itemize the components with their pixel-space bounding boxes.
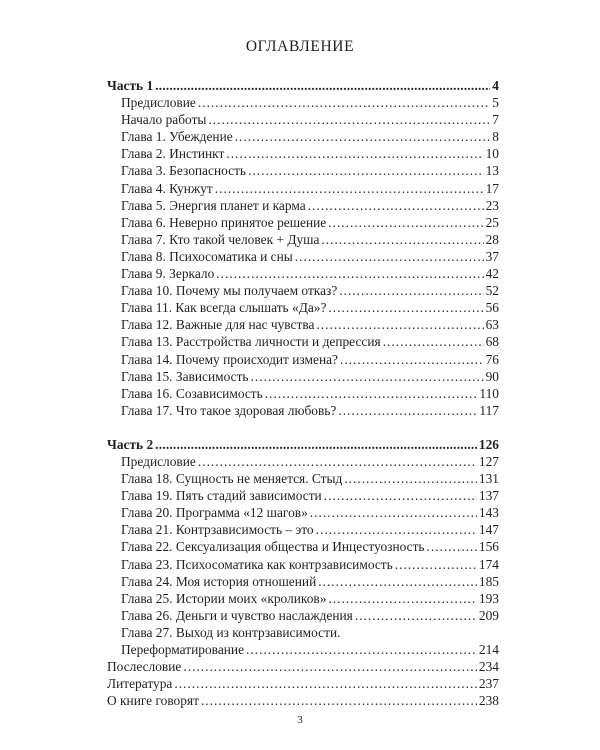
- toc-entry[interactable]: [107, 231, 499, 248]
- toc-entry[interactable]: [107, 504, 499, 521]
- toc-page-number: 7: [492, 112, 499, 128]
- toc-entry[interactable]: [107, 214, 499, 231]
- toc-page-number: 110: [479, 385, 499, 401]
- toc-entry[interactable]: [107, 521, 499, 538]
- toc-entry-label: Глава 7. Кто такой человек + Душа: [121, 231, 320, 247]
- dot-leader: [340, 351, 484, 368]
- part-2-entries: [107, 453, 499, 624]
- toc-entry-label: Глава 16. Созависимость: [121, 385, 263, 401]
- dot-leader: [328, 590, 476, 607]
- toc-page-number: 63: [485, 317, 499, 333]
- toc-entry: [107, 641, 499, 658]
- dot-leader: [324, 487, 477, 504]
- dot-leader: [183, 658, 477, 675]
- toc-entry-label: Глава 21. Контрзависимость – это: [121, 522, 314, 538]
- toc-page-number: 185: [478, 573, 499, 589]
- toc-entry-label: Глава 12. Важные для нас чувства: [121, 317, 315, 333]
- dot-leader: [310, 504, 477, 521]
- dot-leader: [251, 368, 484, 385]
- toc-page-number: 90: [485, 368, 499, 384]
- toc-entry-label: Начало работы: [121, 112, 207, 128]
- toc-page-number: 10: [485, 146, 499, 162]
- toc-page-number: 156: [478, 539, 499, 555]
- toc-entry-label: Глава 23. Психосоматика как контрзависимость: [121, 556, 393, 572]
- toc-entry[interactable]: [107, 162, 499, 179]
- toc-entry-chapter-27[interactable]: [107, 624, 499, 658]
- toc-page-number: 25: [485, 214, 499, 230]
- toc-page-number: 37: [485, 248, 499, 264]
- toc-entry-label: Глава 19. Пять стадий зависимости: [121, 488, 322, 504]
- dot-leader: [201, 692, 477, 709]
- toc-page-number: 234: [478, 659, 499, 675]
- dot-leader: [316, 316, 483, 333]
- toc-entry-label: Глава 1. Убеждение: [121, 129, 233, 145]
- toc-page-number: 52: [485, 283, 499, 299]
- toc-entry-label: Глава 5. Энергия планет и карма: [121, 197, 306, 213]
- toc-entry-label: Глава 15. Зависимость: [121, 368, 249, 384]
- toc-entry[interactable]: [107, 368, 499, 385]
- toc-page-number: 126: [478, 436, 499, 452]
- toc-entry[interactable]: [107, 538, 499, 555]
- dot-leader: [198, 94, 490, 111]
- toc-entry-label: Послесловие: [107, 659, 182, 675]
- toc-page-number: 76: [485, 351, 499, 367]
- toc-page-number: 193: [478, 590, 499, 606]
- toc-entry[interactable]: [107, 692, 499, 709]
- toc-entry[interactable]: [107, 590, 499, 607]
- dot-leader: [318, 573, 477, 590]
- toc-page-number: 68: [485, 334, 499, 350]
- toc-entry-label: Глава 10. Почему мы получаем отказ?: [121, 283, 338, 299]
- toc-page-number: 209: [478, 607, 499, 623]
- toc-part-2[interactable]: [107, 436, 499, 453]
- dot-leader: [295, 248, 484, 265]
- toc-entry[interactable]: [107, 402, 499, 419]
- toc-entry-label: Глава 20. Программа «12 шагов»: [121, 505, 308, 521]
- toc-entry-label-line1: Глава 27. Выход из контрзависимости.: [121, 624, 341, 640]
- toc-entry[interactable]: [107, 470, 499, 487]
- dot-leader: [216, 265, 483, 282]
- toc-page-number: 8: [492, 129, 499, 145]
- toc-entry[interactable]: [107, 487, 499, 504]
- dot-leader: [339, 282, 483, 299]
- dot-leader: [155, 77, 490, 94]
- toc-entry-label: Глава 6. Неверно принятое решение: [121, 214, 327, 230]
- dot-leader: [246, 641, 477, 658]
- toc-entry-label: Предисловие: [121, 453, 196, 469]
- dot-leader: [344, 470, 477, 487]
- toc-page-number: 117: [479, 402, 499, 418]
- dot-leader: [235, 128, 491, 145]
- toc-entry-label: Глава 22. Сексуализация общества и Инцестуозность: [121, 539, 425, 555]
- toc-part-1[interactable]: [107, 77, 499, 94]
- toc-page-number: 143: [478, 505, 499, 521]
- page-number: 3: [297, 714, 303, 726]
- toc-page-number: 238: [478, 693, 499, 709]
- toc-page-number: 13: [485, 163, 499, 179]
- toc-entry-label: Глава 2. Инстинкт: [121, 146, 225, 162]
- toc-entry[interactable]: [107, 316, 499, 333]
- dot-leader: [198, 453, 477, 470]
- dot-leader: [226, 145, 483, 162]
- toc-page-number: 137: [478, 488, 499, 504]
- dot-leader: [328, 299, 483, 316]
- toc-entry[interactable]: [107, 385, 499, 402]
- toc-entry[interactable]: [107, 248, 499, 265]
- toc-entry[interactable]: [107, 282, 499, 299]
- dot-leader: [248, 162, 484, 179]
- toc-entry-label: Глава 13. Расстройства личности и депрессия: [121, 334, 381, 350]
- toc-entry[interactable]: [107, 180, 499, 197]
- toc-page-number: 174: [478, 556, 499, 572]
- toc-entry[interactable]: [107, 453, 499, 470]
- toc-entry-label: Глава 9. Зеркало: [121, 266, 215, 282]
- toc-entry[interactable]: [107, 197, 499, 214]
- dot-leader: [427, 538, 477, 555]
- toc-part-label: Часть 2: [107, 436, 154, 452]
- table-of-contents: [107, 77, 499, 709]
- toc-page-number: 214: [478, 642, 499, 657]
- dot-leader: [308, 197, 484, 214]
- toc-entry-label: Глава 14. Почему происходит измена?: [121, 351, 338, 367]
- toc-entry[interactable]: [107, 265, 499, 282]
- toc-entry-label: Литература: [107, 676, 173, 692]
- toc-part-label: Часть 1: [107, 78, 154, 93]
- toc-page-number: 5: [492, 95, 499, 111]
- toc-entry[interactable]: [107, 94, 499, 111]
- toc-entry-label: Глава 18. Сущность не меняется. Стыд: [121, 471, 343, 487]
- toc-page-number: 131: [478, 471, 499, 487]
- dot-leader: [316, 521, 477, 538]
- toc-page-number: 23: [485, 197, 499, 213]
- toc-entry[interactable]: [107, 128, 499, 145]
- page-title: ОГЛАВЛЕНИЕ: [245, 38, 355, 55]
- dot-leader: [321, 231, 483, 248]
- toc-entry[interactable]: [107, 333, 499, 350]
- toc-entry[interactable]: [107, 299, 499, 316]
- closing-entries: [107, 658, 499, 709]
- part-1-entries: [107, 94, 499, 419]
- toc-entry-label: Глава 26. Деньги и чувство наслаждения: [121, 607, 353, 623]
- toc-entry[interactable]: [107, 556, 499, 573]
- toc-entry-label: Глава 11. Как всегда слышать «Да»?: [121, 300, 327, 316]
- toc-page-number: 4: [492, 78, 499, 93]
- toc-page-number: 147: [478, 522, 499, 538]
- toc-entry[interactable]: [107, 573, 499, 590]
- dot-leader: [215, 180, 484, 197]
- toc-page-number: 56: [485, 300, 499, 316]
- toc-entry[interactable]: [107, 607, 499, 624]
- toc-entry-label: Предисловие: [121, 95, 196, 111]
- toc-entry-label: Глава 4. Кунжут: [121, 180, 213, 196]
- toc-entry-label: Глава 3. Безопасность: [121, 163, 247, 179]
- dot-leader: [383, 333, 484, 350]
- toc-entry-label: Глава 17. Что такое здоровая любовь?: [121, 402, 337, 418]
- dot-leader: [208, 111, 490, 128]
- dot-leader: [338, 402, 477, 419]
- toc-entry[interactable]: [107, 351, 499, 368]
- toc-entry[interactable]: [107, 145, 499, 162]
- toc-page-number: 127: [478, 453, 499, 469]
- dot-leader: [174, 675, 477, 692]
- dot-leader: [328, 214, 483, 231]
- toc-page-number: 17: [485, 180, 499, 196]
- toc-page-number: 42: [485, 266, 499, 282]
- toc-entry-label: О книге говорят: [107, 693, 199, 709]
- toc-entry-label: Глава 24. Моя история отношений: [121, 573, 317, 589]
- toc-page-number: 28: [485, 231, 499, 247]
- dot-leader: [155, 436, 477, 453]
- dot-leader: [395, 556, 477, 573]
- toc-entry-label: Глава 25. Истории моих «кроликов»: [121, 590, 327, 606]
- toc-entry[interactable]: [107, 658, 499, 675]
- toc-entry-label: Глава 8. Психосоматика и сны: [121, 248, 293, 264]
- toc-entry-label-line2: Переформатирование: [121, 642, 245, 657]
- toc-entry[interactable]: [107, 111, 499, 128]
- dot-leader: [265, 385, 478, 402]
- toc-entry[interactable]: [107, 675, 499, 692]
- dot-leader: [355, 607, 477, 624]
- toc-page-number: 237: [478, 676, 499, 692]
